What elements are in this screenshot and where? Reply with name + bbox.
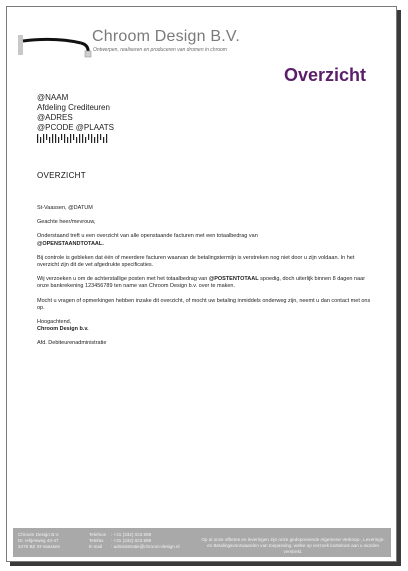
- closing-block: [37, 319, 377, 333]
- footer-street: Dr. Ieltjesweg 43-47: [18, 538, 59, 543]
- recipient-name: @NAAM: [37, 93, 69, 102]
- recipient-street: @ADRES: [37, 113, 73, 122]
- fax-label: Telefax: [89, 538, 104, 543]
- letter-page: [6, 6, 397, 562]
- closing-company: Chroom Design b.v.: [37, 326, 89, 333]
- footer-address: [18, 532, 78, 550]
- recipient-city: @PCODE @PLAATS: [37, 123, 114, 132]
- request-text-a: Wij verzoeken u om de achterstallige posten met het totaalbedrag van: [37, 276, 208, 283]
- footer-postal: 3476 BZ St-Vaassen: [18, 544, 61, 549]
- phone-value: : +31 (332) 023 899: [111, 532, 152, 537]
- posts-total-field: @POSTENTOTAAL: [208, 276, 259, 283]
- paragraph-request: [37, 276, 377, 290]
- footer-terms: Op al onze offertes en leveringen zijn onze gedeponeerde Algemene Verkoop-, Leverings- en Betalingsvoorwaarden van toepassing, welke op verzoek kosteloos aan u worden verstrekt.: [201, 537, 385, 554]
- department: Afd. Debiteurenadministratie: [37, 340, 107, 347]
- recipient-address: [37, 93, 114, 133]
- recipient-department: Afdeling Crediteuren: [37, 103, 110, 112]
- email-label: E-mail: [89, 544, 103, 549]
- postal-barcode-icon: [37, 134, 117, 143]
- email-value: : administratie@chroom-design.nl: [111, 544, 180, 549]
- company-name: Chroom Design B.V.: [92, 28, 240, 45]
- intro-text: Onderstaand treft u een overzicht van alle openstaande facturen met een totaalbedrag van: [37, 233, 258, 240]
- footer-contact: [89, 532, 189, 550]
- letter-body: [37, 205, 377, 355]
- footer-email-row: [89, 544, 189, 550]
- place-date: St-Vaassen, @DATUM: [37, 205, 93, 211]
- closing: Hoogachtend,: [37, 319, 72, 326]
- paragraph-contact: Mocht u vragen of opmerkingen hebben inzake dit overzicht, of mocht uw betaling inmiddels onderweg zijn, neemt u dan contact met ons op.: [37, 297, 371, 311]
- letter-footer: [13, 528, 391, 557]
- document-title: Overzicht: [283, 65, 366, 85]
- section-heading: OVERZICHT: [37, 171, 86, 180]
- company-tagline: Ontwerpen, realiseren en produceren van dromen in chroom: [93, 47, 227, 53]
- salutation: Geachte heer/mevrouw,: [37, 219, 96, 226]
- chrome-pipe-logo-icon: [15, 31, 95, 59]
- fax-value: : +31 (332) 023 899: [111, 538, 152, 543]
- paragraph-intro: [37, 233, 377, 247]
- open-total-field: @OPENSTAANDTOTAAL.: [37, 240, 104, 247]
- request-text-b: spoedig, doch uiterlijk binnen 8 dagen naar onze bankrekening 123456789 ten name van Chroom Design b.v. over te maken.: [37, 276, 366, 290]
- paragraph-control: Bij controle is gebleken dat één of meerdere facturen waarvan de betalingstermijn is verstreken nog niet door u zijn voldaan. In het overzicht zijn dit de vet afgedrukte specificaties.: [37, 254, 355, 269]
- phone-label: Telefoon: [89, 532, 107, 537]
- footer-company: Chroom Design B.V.: [18, 532, 60, 537]
